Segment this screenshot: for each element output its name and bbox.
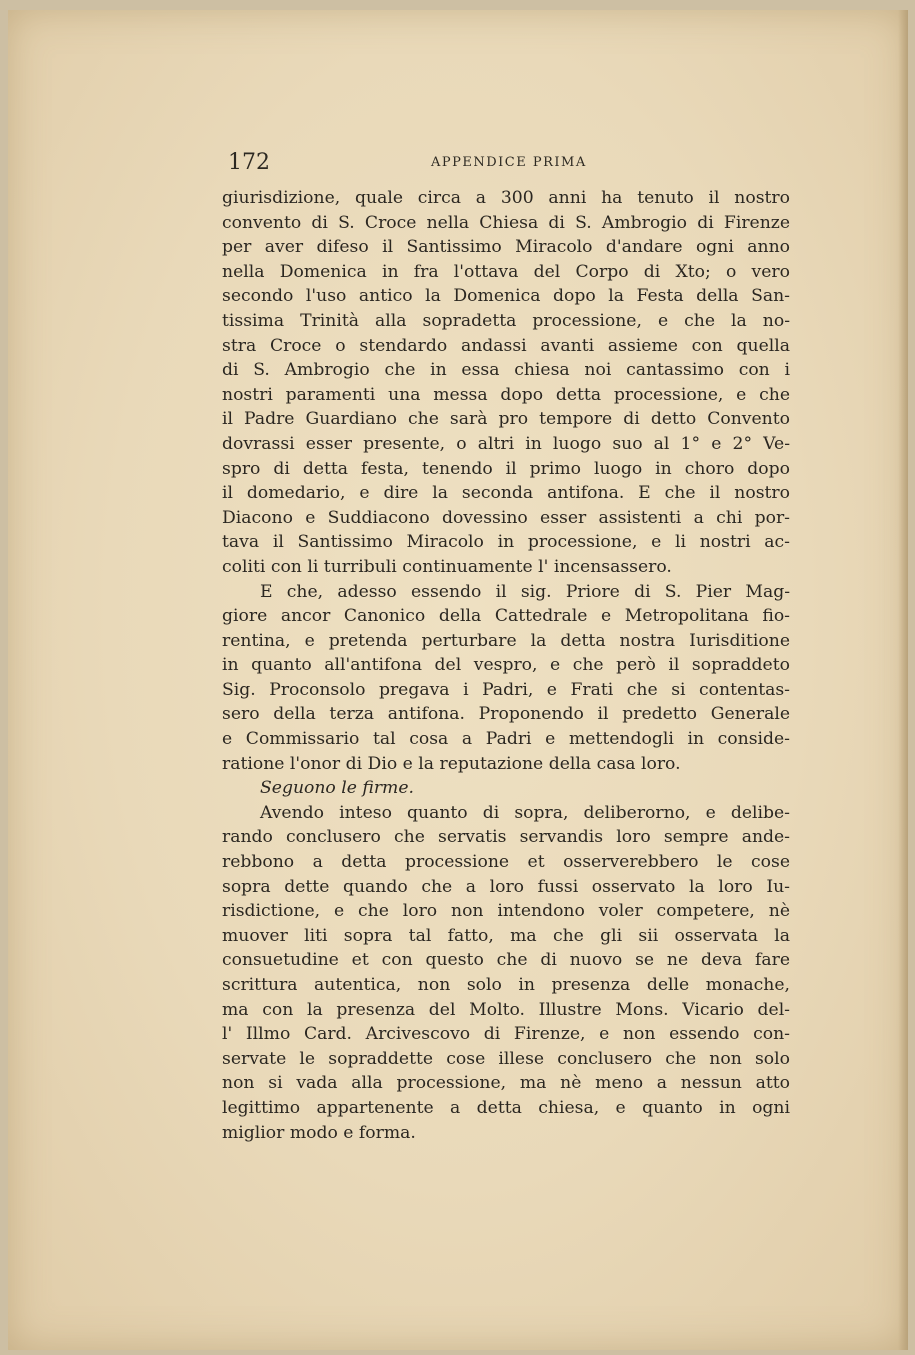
text-line: il domedario, e dire la seconda antifona. E che il nostro [222, 483, 790, 504]
text-line: nella Domenica in fra l'ottava del Corpo di Xto; o vero [222, 261, 790, 282]
text-line: giore ancor Canonico della Cattedrale e Metropolitana fio- [222, 606, 790, 627]
text-line: risdictione, e che loro non intendono voler competere, nè [222, 901, 790, 922]
text-line: Diacono e Suddiacono dovessino esser assistenti a chi por- [222, 507, 790, 528]
text-line: rando conclusero che servatis servandis loro sempre ande- [222, 827, 790, 848]
text-line: tissima Trinità alla sopradetta processione, e che la no- [222, 310, 790, 331]
text-line: ratione l'onor di Dio e la reputazione della casa loro. [222, 753, 681, 774]
text-line: Avendo inteso quanto di sopra, deliberorno, e delibe- [260, 802, 790, 823]
text-line: non si vada alla processione, ma nè meno a nessun atto [222, 1073, 790, 1094]
text-line: consuetudine et con questo che di nuovo se ne deva fare [222, 950, 790, 971]
text-line: sopra dette quando che a loro fussi osservato la loro Iu- [222, 876, 790, 897]
text-line: rebbono a detta processione et osserverebbero le cose [222, 852, 790, 873]
text-line: di S. Ambrogio che in essa chiesa noi cantassimo con i [222, 360, 790, 381]
page-number: 172 [228, 150, 270, 175]
running-title: APPENDICE PRIMA [431, 155, 587, 170]
text-line: scrittura autentica, non solo in presenza delle monache, [222, 975, 790, 995]
text-line: sero della terza antifona. Proponendo il predetto Generale [222, 704, 790, 725]
text-line: legittimo appartenente a detta chiesa, e quanto in ogni [222, 1097, 790, 1118]
signatures-heading: Seguono le firme. [260, 778, 414, 799]
text-line: coliti con li turribuli continuamente l' incensassero. [222, 556, 672, 577]
text-line: per aver difeso il Santissimo Miracolo d'andare ogni anno [222, 237, 790, 258]
text-line: muover liti sopra tal fatto, ma che gli sii osservata la [222, 925, 790, 946]
text-line: il Padre Guardiano che sarà pro tempore di detto Convento [222, 409, 790, 430]
text-line: giurisdizione, quale circa a 300 anni ha tenuto il nostro [222, 188, 790, 208]
text-line: convento di S. Croce nella Chiesa di S. Ambrogio di Firenze [222, 212, 790, 233]
text-line: spro di detta festa, tenendo il primo luogo in choro dopo [222, 458, 790, 479]
text-line: ma con la presenza del Molto. Illustre Mons. Vicario del- [222, 999, 790, 1020]
paper-edge [898, 10, 908, 1350]
text-line: secondo l'uso antico la Domenica dopo la Festa della San- [222, 286, 790, 307]
text-line: l' Illmo Card. Arcivescovo di Firenze, e non essendo con- [222, 1024, 790, 1045]
body-text [222, 186, 790, 1145]
page-header [228, 150, 793, 180]
text-line: tava il Santissimo Miracolo in processione, e li nostri ac- [222, 532, 790, 553]
text-line: nostri paramenti una messa dopo detta processione, e che [222, 384, 790, 405]
text-line: in quanto all'antifona del vespro, e che però il sopraddeto [222, 655, 790, 676]
text-line: stra Croce o stendardo andassi avanti assieme con quella [222, 335, 790, 356]
text-line: e Commissario tal cosa a Padri e mettendogli in conside- [222, 729, 790, 750]
text-line: E che, adesso essendo il sig. Priore di S. Pier Mag- [260, 581, 790, 602]
text-line: miglior modo e forma. [222, 1122, 416, 1143]
text-line: dovrassi esser presente, o altri in luogo suo al 1° e 2° Ve- [222, 433, 790, 454]
text-line: Sig. Proconsolo pregava i Padri, e Frati che si contentas- [222, 679, 790, 700]
text-line: rentina, e pretenda perturbare la detta nostra Iurisditione [222, 630, 790, 651]
text-line: servate le sopraddette cose illese conclusero che non solo [222, 1048, 790, 1069]
